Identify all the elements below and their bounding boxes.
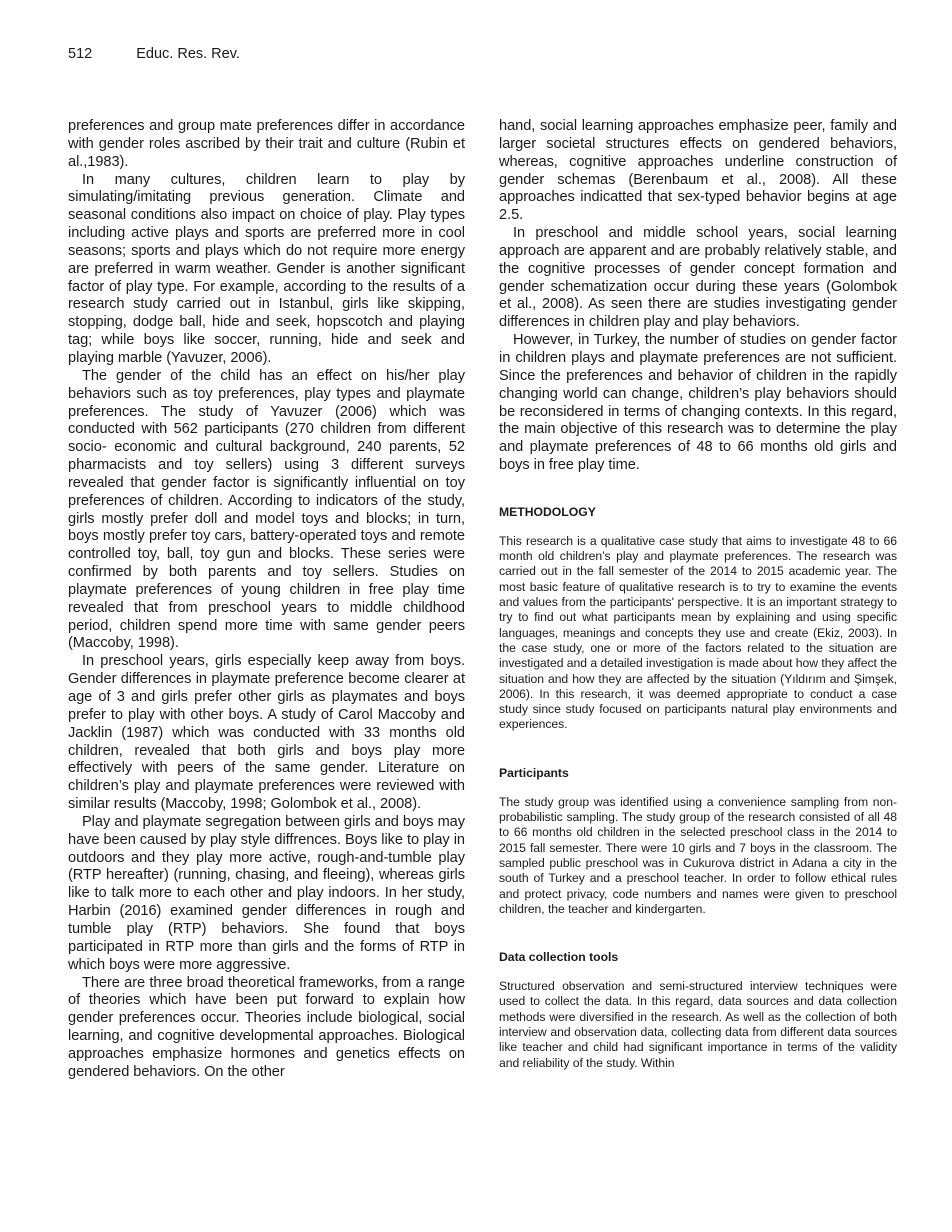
section-heading-methodology: METHODOLOGY bbox=[499, 504, 596, 519]
journal-name: Educ. Res. Rev. bbox=[136, 46, 240, 62]
paragraph: hand, social learning approaches emphasize peer, family and larger societal structures effects on gendered behaviors, whereas, cognitive approaches underline construction of gender schemas (Berenbaum et al., 2008). All these approaches indicatted that sex-typed behavior begins at age 2.5. bbox=[499, 118, 897, 224]
section-heading-data-collection: Data collection tools bbox=[499, 950, 619, 965]
page-number: 512 bbox=[68, 46, 93, 62]
paragraph: The study group was identified using a convenience sampling from non-probabilistic sampling. The study group of the research consisted of all 48 to 66 months old children in the selected preschool class in the 2014 to 2015 fall semester. There were 10 girls and 7 boys in the classroom. The sampled public preschool was in Cukurova district in Adana a city in the south of Turkey and a preschool teacher. In order to follow ethical rules and protect privacy, code numbers and names were given to preschool children, the teacher and kindergarten. bbox=[499, 794, 897, 916]
right-column bbox=[499, 118, 897, 1071]
participants-section bbox=[499, 795, 897, 917]
paragraph: In preschool and middle school years, social learning approach are apparent and are probably relatively stable, and the cognitive processes of gender concept formation and gender schematization occur during these years (Golombok et al., 2008). As seen there are studies investigating gender differences in children play and play behaviors. bbox=[499, 225, 897, 331]
data-collection-section bbox=[499, 979, 897, 1071]
left-column bbox=[68, 118, 465, 1082]
paragraph: The gender of the child has an effect on his/her play behaviors such as toy preferences, play types and playmate preferences. The study of Yavuzer (2006) which was conducted with 562 participants (270 children from different socio- economic and cultural background, 240 parents, 52 pharmacists and toy sellers) using 3 different surveys revealed that gender factor is significantly influential on toy preferences of children. According to indicators of the study, girls mostly prefer doll and model toys and blocks; in turn, boys mostly prefer toy cars, battery-operated toys and remote controlled toy, ball, toy gun and blocks. These series were confirmed by both parents and toy sellers. Studies on playmate preferences of young children in free play time revealed that from preschool years to middle childhood period, children spend more time with same gender peers (Maccoby, 1998). bbox=[68, 367, 465, 652]
paragraph: Structured observation and semi-structured interview techniques were used to collect the data. In this regard, data sources and data collection methods were diversified in the research. As well as the collection of both interview and observation data, collecting data from different data sources like teacher and child had significant importance in terms of the validity and reliability of the study. Within bbox=[499, 979, 897, 1070]
paragraph: There are three broad theoretical frameworks, from a range of theories which have been put forward to explain how gender preferences occur. Theories include biological, social learning, and cognitive developmental approaches. Biological approaches emphasize hormones and genetics effects on gendered behaviors. On the other bbox=[68, 974, 465, 1080]
section-heading-participants: Participants bbox=[499, 765, 569, 780]
paragraph: In preschool years, girls especially keep away from boys. Gender differences in playmate preference become clearer at age of 3 and girls prefer other girls as playmates and boys prefer to play with other boys. A study of Carol Maccoby and Jacklin (1987) which was conducted with 33 months old children, revealed that both girls and boys play more effectively with peers of the same gender. Literature on children’s play and playmate preferences were reviewed with similar results (Maccoby, 1998; Golombok et al., 2008). bbox=[68, 653, 465, 813]
paragraph: Play and playmate segregation between girls and boys may have been caused by play style diffrences. Boys like to play in outdoors and they play more active, rough-and-tumble play (RTP hereafter) (running, chasing, and fleeing), whereas girls like to talk more to each other and play indoors. In her study, Harbin (2016) examined gender differences in rough and tumble play (RTP) behaviors. She found that boys participated in RTP more than girls and the forms of RTP in which boys were more aggressive. bbox=[68, 813, 465, 973]
page-header bbox=[68, 46, 240, 62]
methodology-section bbox=[499, 534, 897, 733]
paragraph: In many cultures, children learn to play by simulating/imitating previous generation. Climate and seasonal conditions also impact on choice of play. Play types including active plays and sports are preferred more in cool seasons; sports and plays which do not require more energy are preferred in warm weather. Gender is another significant factor of play type. For example, according to the results of a research study carried out in Istanbul, girls like skipping, stopping, dodge ball, hide and seek, hopscotch and playing tag; while boys like soccer, running, hide and seek and playing marble (Yavuzer, 2006). bbox=[68, 171, 465, 366]
paragraph: However, in Turkey, the number of studies on gender factor in children plays and playmate preferences are not sufficient. Since the preferences and behavior of children in the rapidly changing world can change, children’s play behaviors should be reconsidered in terms of changing contexts. In this regard, the main objective of this research was to determine the play and playmate preferences of 48 to 66 months old girls and boys in free play time. bbox=[499, 332, 897, 474]
paragraph: This research is a qualitative case study that aims to investigate 48 to 66 month old children’s play and playmate preferences. The research was carried out in the fall semester of the 2014 to 2015 academic year. The most basic feature of qualitative research is to try to examine the events and values from the participants' perspective. It is an important strategy to try to find out what participants mean by explaining and using specific languages, meanings and concepts they use and create (Ekiz, 2003). In the case study, one or more of the factors related to the situation are investigated and a detailed investigation is made about how they affect the situation and how they are affected by the situation (Yıldırım and Şimşek, 2006). In this research, it was deemed appropriate to conduct a case study since study focused on participants natural play environments and experiences. bbox=[499, 533, 897, 732]
paragraph: preferences and group mate preferences differ in accordance with gender roles ascribed by their trait and culture (Rubin et al.,1983). bbox=[68, 118, 465, 170]
